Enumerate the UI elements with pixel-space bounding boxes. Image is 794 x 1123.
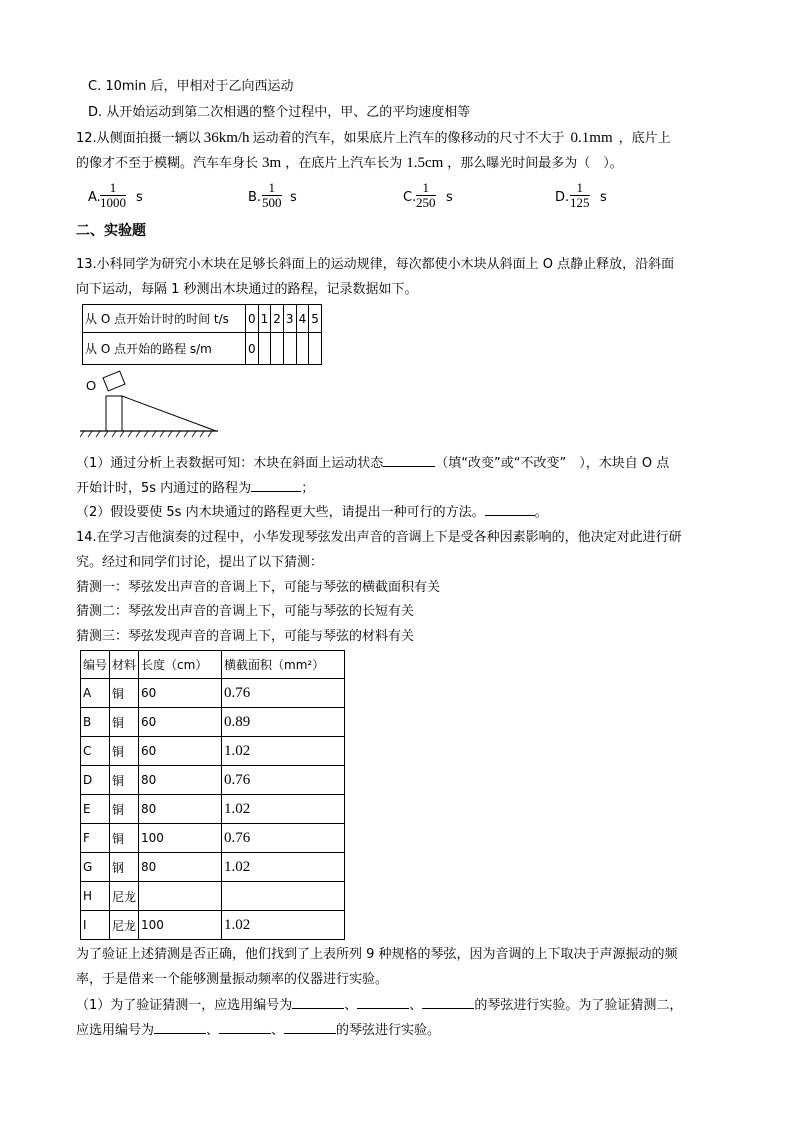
table-row <box>81 795 345 824</box>
table-cell: A <box>81 679 110 708</box>
table-header: 编号 <box>81 651 110 679</box>
q14-line2: 究。经过和同学们讨论，提出了以下猜测： <box>76 555 324 570</box>
table-header: 材料 <box>110 651 139 679</box>
table-cell: 60 <box>139 708 222 737</box>
q14-sub1-line2: 应选用编号为 、 、 的琴弦进行实验。 <box>76 1023 441 1038</box>
table-cell: 0.89 <box>222 708 345 737</box>
table-header: 横截面积（mm²） <box>222 651 345 679</box>
q14-guess3: 猜测三：琴弦发现声音的音调上下，可能与琴弦的材料有关 <box>76 629 415 644</box>
table-cell <box>296 333 309 365</box>
table-row <box>81 766 345 795</box>
table-row <box>81 911 345 940</box>
q13-sub1-line2: 开始计时，5s 内通过的路程为 ； <box>76 481 315 496</box>
q13-line2: 向下运动，每隔 1 秒测出木块通过的路程，记录数据如下。 <box>76 282 418 297</box>
q14-after1: 为了验证上述猜测是否正确，他们找到了上表所列 9 种规格的琴弦，因为音调的上下取决于声源振动的频 <box>76 947 678 962</box>
table-cell <box>222 882 345 911</box>
table-cell: 80 <box>139 795 222 824</box>
table-cell: 100 <box>139 911 222 940</box>
table-cell: 60 <box>139 737 222 766</box>
table-cell: 铜 <box>110 737 139 766</box>
table-row <box>81 882 345 911</box>
table-cell: 尼龙 <box>110 882 139 911</box>
table-cell: 0.76 <box>222 679 345 708</box>
point-o-label: O <box>86 378 97 393</box>
answer-blank[interactable] <box>251 479 301 492</box>
table-row <box>81 737 345 766</box>
table-cell: D <box>81 766 110 795</box>
answer-blank[interactable] <box>422 996 474 1009</box>
fraction: $\frac{1}{125}$ <box>570 180 590 210</box>
table-row <box>81 708 345 737</box>
table-cell: 60 <box>139 679 222 708</box>
table-cell: 5 <box>309 305 322 333</box>
table-cell: 0 <box>246 305 259 333</box>
table-cell: 钢 <box>110 853 139 882</box>
table-cell: 0.76 <box>222 824 345 853</box>
q13-sub1-line1: （1）通过分析上表数据可知：木块在斜面上运动状态 （填“改变”或“不改变” ），木块自 O 点 <box>76 456 670 471</box>
table-row <box>81 853 345 882</box>
table-cell: E <box>81 795 110 824</box>
table-cell: 1.02 <box>222 853 345 882</box>
table-cell: 100 <box>139 824 222 853</box>
table-cell: I <box>81 911 110 940</box>
q11-option-d: D. 从开始运动到第二次相遇的整个过程中，甲、乙的平均速度相等 <box>88 105 471 120</box>
table-cell <box>271 333 284 365</box>
table-cell: 铜 <box>110 795 139 824</box>
q14-sub1-line1: （1）为了验证猜测一，应选用编号为 、 、 的琴弦进行实验。为了验证猜测二， <box>76 998 683 1013</box>
fraction: $\frac{1}{500}$ <box>262 180 282 210</box>
table-cell: 4 <box>296 305 309 333</box>
q14-after2: 率，于是借来一个能够测量振动频率的仪器进行实验。 <box>76 972 389 987</box>
answer-blank[interactable] <box>383 454 435 467</box>
table-cell: 1 <box>258 305 271 333</box>
table-cell <box>258 333 271 365</box>
table-cell: 0.76 <box>222 766 345 795</box>
q14-string-table <box>80 650 345 940</box>
table-cell: F <box>81 824 110 853</box>
answer-blank[interactable] <box>485 503 535 516</box>
table-cell: 2 <box>271 305 284 333</box>
section-title: 二、实验题 <box>76 223 146 239</box>
table-cell <box>139 882 222 911</box>
answer-blank[interactable] <box>357 996 409 1009</box>
table-cell: 铜 <box>110 766 139 795</box>
q14-guess1: 猜测一：琴弦发出声音的音调上下，可能与琴弦的横截面积有关 <box>76 580 441 595</box>
q12-line1: 12.从侧面拍摄一辆以 36km/h 运动着的汽车，如果底片上汽车的像移动的尺寸不大于 0.1mm ，底片上 <box>76 130 671 146</box>
answer-blank[interactable] <box>292 996 344 1009</box>
table-row <box>81 679 345 708</box>
answer-blank[interactable] <box>219 1021 271 1034</box>
table-cell: 80 <box>139 853 222 882</box>
table-row <box>81 824 345 853</box>
q14-line1: 14.在学习吉他演奏的过程中，小华发现琴弦发出声音的音调上下是受各种因素影响的，他决定对此进行研 <box>76 530 682 545</box>
table-cell: C <box>81 737 110 766</box>
table-cell: 1.02 <box>222 911 345 940</box>
table-header: 长度（cm） <box>139 651 222 679</box>
table-row-label: 从 O 点开始计时的时间 t/s <box>83 305 246 333</box>
table-cell: B <box>81 708 110 737</box>
table-cell: G <box>81 853 110 882</box>
table-cell: 1.02 <box>222 737 345 766</box>
incline-diagram <box>80 368 220 438</box>
table-cell: H <box>81 882 110 911</box>
table-cell: 1.02 <box>222 795 345 824</box>
q12-line2: 的像才不至于模糊。汽车车身长 3m ，在底片上汽车长为 1.5cm ，那么曝光时间最多为（ ）。 <box>76 155 623 171</box>
q13-data-table <box>82 304 322 365</box>
answer-blank[interactable] <box>154 1021 206 1034</box>
table-cell: 80 <box>139 766 222 795</box>
fraction: $\frac{1}{1000}$ <box>100 180 126 210</box>
q11-option-c: C. 10min 后，甲相对于乙向西运动 <box>88 79 294 94</box>
table-cell <box>309 333 322 365</box>
table-row-label: 从 O 点开始的路程 s/m <box>83 333 246 365</box>
answer-blank[interactable] <box>284 1021 336 1034</box>
q13-line1: 13.小科同学为研究小木块在足够长斜面上的运动规律，每次都使小木块从斜面上 O 点静止释放，沿斜面 <box>76 257 675 272</box>
q13-sub2: （2）假设要使 5s 内木块通过的路程更大些，请提出一种可行的方法。 。 <box>76 505 548 520</box>
table-cell: 3 <box>283 305 296 333</box>
table-cell: 铜 <box>110 708 139 737</box>
table-cell: 0 <box>246 333 259 365</box>
table-cell: 铜 <box>110 679 139 708</box>
fraction: $\frac{1}{250}$ <box>416 180 436 210</box>
table-cell <box>283 333 296 365</box>
q14-guess2: 猜测二：琴弦发出声音的音调上下，可能与琴弦的长短有关 <box>76 604 415 619</box>
table-cell: 尼龙 <box>110 911 139 940</box>
table-cell: 铜 <box>110 824 139 853</box>
